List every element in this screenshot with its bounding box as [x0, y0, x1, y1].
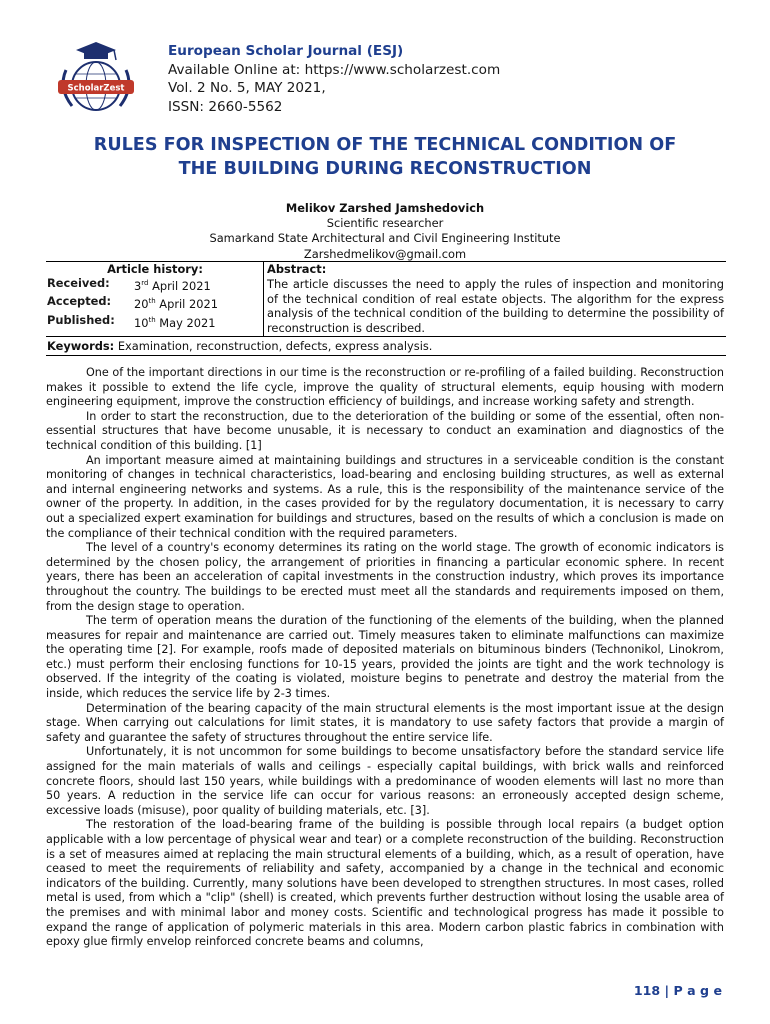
received-row	[47, 276, 263, 294]
accepted-row	[47, 294, 263, 312]
paragraph: An important measure aimed at maintaining buildings and structures in a serviceable condition is the constant monitoring of changes in technical characteristics, load-bearing and enclosing building structures, as well as external and internal engineering networks and systems. As a rule, this is the responsibility of the maintenance service of the owner of the property. In addition, in the cases provided for by the regulatory documentation, it is necessary to carry out a specialized expert examination for buildings and structures, based on the results of which a conclusion is made on the compliance of their technical condition with the required parameters.	[46, 453, 724, 540]
abstract-heading: Abstract:	[267, 262, 327, 276]
received-label: Received:	[47, 276, 110, 290]
journal-url[interactable]: Available Online at: https://www.scholarzest.com	[168, 61, 501, 78]
abstract-text: The article discusses the need to apply the rules of inspection and monitoring of the technical condition of real estate objects. The algorithm for the express analysis of the technical condition of the building to determine the possibility of reconstruction is described.	[267, 276, 724, 336]
accepted-label: Accepted:	[47, 294, 112, 309]
journal-logo	[48, 40, 144, 120]
keywords	[46, 336, 726, 355]
title-line-1: RULES FOR INSPECTION OF THE TECHNICAL CONDITION OF	[93, 135, 677, 155]
scholarzest-logo-icon	[48, 40, 144, 120]
received-date: 3rd April 2021	[134, 278, 211, 293]
keywords-label: Keywords:	[47, 338, 115, 353]
abstract	[264, 262, 727, 337]
page-word: P a g e	[673, 983, 722, 998]
author-block	[40, 201, 730, 262]
page-number: 118	[633, 983, 661, 998]
article-history	[46, 262, 264, 337]
keywords-text: Examination, reconstruction, defects, express analysis.	[114, 338, 433, 353]
published-date: 10th May 2021	[134, 315, 216, 330]
paragraph: The restoration of the load-bearing frame of the building is possible through local repairs (a budget option applicable with a low percentage of physical wear and tear) or a complete reconstruction of the building. Reconstruction is a set of measures aimed at replacing the main structural elements of a building, which, as a result of operation, have ceased to meet the requirements of reliability and safety, accompanied by a change in the technical and economic indicators of the building. Currently, many solutions have been developed to strengthen structures. In most cases, rolled metal is used, from which a "clip" (shell) is created, which prevents further destruction without losing the usable area of the premises and with minimal labor and money costs. Scientific and technological progress has made it possible to expand the range of application of polymeric materials in this area. Modern carbon plastic fabrics in combination with epoxy glue firmly envelop reinforced concrete beams and columns,	[46, 818, 724, 949]
journal-info	[168, 42, 500, 116]
logo-text: ScholarZest	[67, 83, 125, 94]
paragraph: The level of a country's economy determines its rating on the world stage. The growth of economic indicators is determined by the chosen policy, the arrangement of priorities in financing a particular economic sphere. In recent years, there has been an acceleration of capital investments in the construction industry, which proves its importance throughout the country. The buildings to be erected must meet all the standards and requirements imposed on them, from the design stage to operation.	[46, 541, 724, 613]
accepted-date: 20th April 2021	[134, 297, 218, 312]
author-name: Melikov Zarshed Jamshedovich	[285, 201, 485, 215]
author-email[interactable]: Zarshedmelikov@gmail.com	[303, 246, 467, 261]
article-body	[46, 366, 724, 950]
paragraph: Determination of the bearing capacity of the main structural elements is the most important issue at the design stage. When carrying out calculations for limit states, it is mandatory to use safety factors that provide a margin of safety and guarantee the safety of structures throughout the entire service life.	[46, 701, 724, 744]
paragraph: One of the important directions in our time is the reconstruction or re-profiling of a failed building. Reconstruction makes it possible to extend the life cycle, improve the quality of structural elements, equip housing with modern engineering equipment, improve the construction efficiency of buildings, and increase working safety and strength.	[46, 366, 724, 409]
journal-issn: ISSN: 2660-5562	[168, 98, 283, 115]
published-row	[47, 313, 263, 331]
footer-separator: |	[660, 983, 674, 998]
author-affiliation: Samarkand State Architectural and Civil Engineering Institute	[209, 231, 561, 246]
paragraph: In order to start the reconstruction, due to the deterioration of the building or some of the essential, often non-essential structures that have become unusable, it is necessary to conduct an examination and diagnostics of the technical condition of this building. [1]	[46, 409, 724, 452]
history-heading: Article history:	[107, 262, 203, 276]
author-role: Scientific researcher	[326, 216, 444, 231]
journal-volume: Vol. 2 No. 5, MAY 2021,	[168, 80, 326, 96]
page-footer	[634, 983, 722, 998]
published-label: Published:	[47, 312, 115, 327]
title-line-2: THE BUILDING DURING RECONSTRUCTION	[178, 159, 592, 179]
paragraph: Unfortunately, it is not uncommon for some buildings to become unsatisfactory before the standard service life assigned for the main materials of walls and ceilings - especially capital buildings, with brick walls and reinforced concrete floors, should last 150 years, while buildings with a predominance of wooden elements will last no more than 50 years. A reduction in the service life can occur for various reasons: an erroneously accepted design scheme, excessive loads (misuse), poor quality of building materials, etc. [3].	[46, 745, 724, 817]
article-title	[40, 133, 730, 181]
article-info-table	[46, 261, 726, 356]
paragraph: The term of operation means the duration of the functioning of the elements of the building, when the planned measures for repair and maintenance are carried out. Timely measures taken to eliminate malfunctions can maximize the operating time [2]. For example, roofs made of deposited materials on bituminous binders (Technonikol, Linokrom, etc.) must perform their enclosing functions for 10-15 years, provided the joints are tight and the work technology is observed. If the integrity of the coating is violated, moisture begins to penetrate and destroy the material from the inside, which reduces the service life by 2-3 times.	[46, 614, 724, 701]
journal-name: European Scholar Journal (ESJ)	[168, 43, 404, 59]
